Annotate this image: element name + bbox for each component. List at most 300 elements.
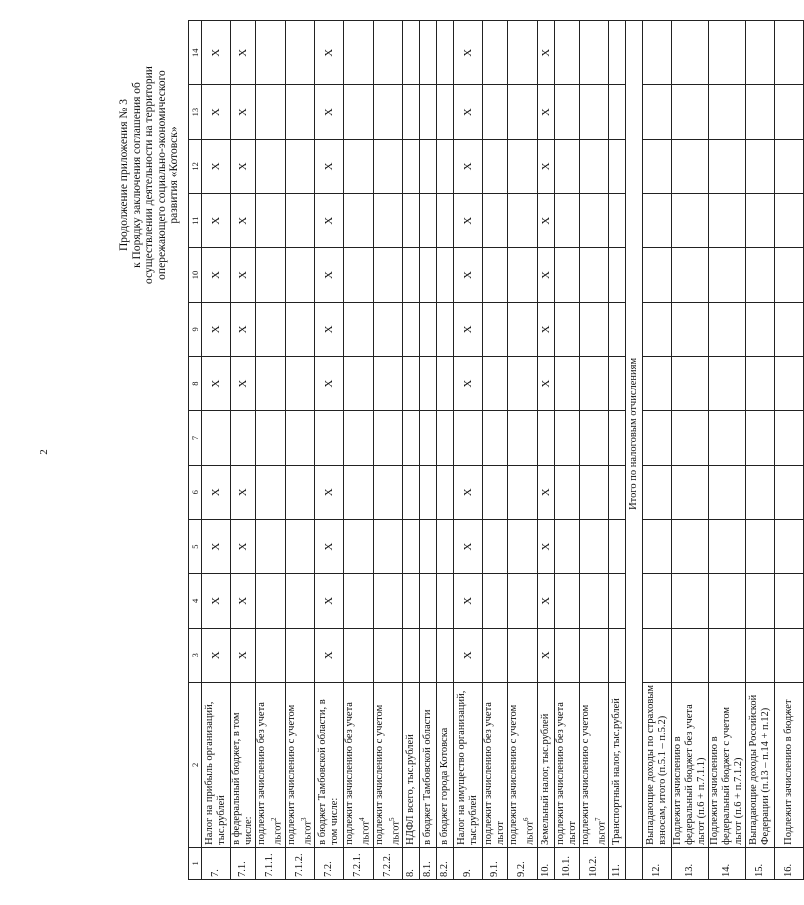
cell-mark bbox=[437, 302, 454, 356]
cell-mark bbox=[285, 248, 315, 302]
cell-mark bbox=[554, 628, 579, 682]
cell-mark bbox=[775, 302, 804, 356]
cell-mark: Х bbox=[315, 139, 344, 193]
row-number: 13. bbox=[672, 847, 709, 879]
cell-mark bbox=[344, 628, 374, 682]
row-number: 7.1. bbox=[231, 847, 256, 879]
table-row bbox=[373, 21, 403, 880]
cell-mark bbox=[554, 465, 579, 519]
cell-mark bbox=[579, 194, 609, 248]
cell-mark bbox=[373, 21, 403, 85]
cell-mark bbox=[746, 21, 775, 85]
row-name: в бюджет Тамбовской области bbox=[420, 682, 437, 847]
cell-mark bbox=[373, 519, 403, 573]
cell-mark bbox=[672, 628, 709, 682]
footnote-mark: 6 bbox=[522, 817, 530, 822]
footnote-mark: 7 bbox=[593, 817, 602, 822]
cell-mark bbox=[643, 411, 672, 465]
cell-mark bbox=[373, 248, 403, 302]
cell-mark: Х bbox=[454, 628, 483, 682]
cell-mark: Х bbox=[231, 21, 256, 85]
cell-mark bbox=[579, 628, 609, 682]
row-number: 7.1.1. bbox=[256, 847, 286, 879]
cell-mark bbox=[420, 85, 437, 139]
cell-mark bbox=[709, 574, 746, 628]
cell-mark bbox=[437, 85, 454, 139]
cell-mark bbox=[672, 139, 709, 193]
footnote-mark: 5 bbox=[387, 817, 396, 822]
cell-mark bbox=[285, 139, 315, 193]
cell-mark bbox=[256, 21, 286, 85]
cell-mark bbox=[554, 302, 579, 356]
column-number: 2 bbox=[189, 682, 202, 847]
section-label: Итого по налоговым отчислениям bbox=[626, 21, 643, 848]
table-row bbox=[508, 21, 538, 880]
cell-mark: Х bbox=[202, 248, 231, 302]
cell-mark bbox=[709, 411, 746, 465]
cell-mark bbox=[403, 85, 420, 139]
cell-mark bbox=[672, 465, 709, 519]
cell-mark bbox=[709, 248, 746, 302]
cell-mark bbox=[709, 21, 746, 85]
cell-mark: Х bbox=[454, 21, 483, 85]
cell-mark bbox=[344, 21, 374, 85]
cell-mark bbox=[403, 628, 420, 682]
cell-mark bbox=[373, 628, 403, 682]
cell-mark bbox=[256, 357, 286, 411]
cell-mark bbox=[256, 628, 286, 682]
table-row bbox=[437, 21, 454, 880]
section-row bbox=[626, 21, 643, 880]
cell-mark bbox=[483, 139, 508, 193]
cell-mark bbox=[508, 194, 538, 248]
cell-mark bbox=[709, 519, 746, 573]
cell-mark: Х bbox=[231, 519, 256, 573]
cell-mark bbox=[483, 302, 508, 356]
cell-mark bbox=[285, 194, 315, 248]
cell-mark bbox=[256, 411, 286, 465]
cell-mark bbox=[579, 574, 609, 628]
row-number: 7.1.2. bbox=[285, 847, 315, 879]
cell-mark bbox=[344, 357, 374, 411]
cell-mark bbox=[256, 519, 286, 573]
cell-mark: Х bbox=[202, 574, 231, 628]
cell-mark: Х bbox=[537, 574, 554, 628]
table-row bbox=[256, 21, 286, 880]
cell-mark bbox=[344, 302, 374, 356]
cell-mark bbox=[403, 465, 420, 519]
cell-mark bbox=[609, 21, 626, 85]
cell-mark bbox=[437, 628, 454, 682]
cell-mark bbox=[344, 248, 374, 302]
cell-mark bbox=[643, 628, 672, 682]
cell-mark: Х bbox=[202, 628, 231, 682]
cell-mark: Х bbox=[202, 465, 231, 519]
cell-mark bbox=[508, 628, 538, 682]
cell-mark bbox=[420, 519, 437, 573]
cell-mark bbox=[775, 194, 804, 248]
footnote-mark: 4 bbox=[358, 817, 366, 822]
row-name: подлежит зачислению с учетом льгот$^7$ bbox=[579, 682, 609, 847]
cell-mark: Х bbox=[202, 194, 231, 248]
cell-mark bbox=[344, 465, 374, 519]
cell-mark bbox=[554, 194, 579, 248]
cell-mark bbox=[256, 248, 286, 302]
row-number: 16. bbox=[775, 847, 804, 879]
cell-mark bbox=[403, 302, 420, 356]
cell-mark bbox=[775, 139, 804, 193]
cell-mark: Х bbox=[315, 21, 344, 85]
cell-mark: Х bbox=[315, 85, 344, 139]
cell-mark bbox=[672, 85, 709, 139]
cell-mark bbox=[579, 21, 609, 85]
cell-mark bbox=[709, 139, 746, 193]
cell-mark: Х bbox=[231, 139, 256, 193]
cell-mark bbox=[709, 465, 746, 519]
table-row bbox=[537, 21, 554, 880]
cell-mark bbox=[746, 85, 775, 139]
cell-mark bbox=[775, 21, 804, 85]
cell-mark bbox=[672, 519, 709, 573]
cell-mark bbox=[672, 357, 709, 411]
tax-table bbox=[188, 20, 804, 880]
cell-mark bbox=[508, 357, 538, 411]
cell-mark bbox=[373, 411, 403, 465]
cell-mark bbox=[483, 248, 508, 302]
cell-mark bbox=[403, 357, 420, 411]
cell-mark bbox=[285, 21, 315, 85]
table-row bbox=[775, 21, 804, 880]
cell-mark bbox=[775, 411, 804, 465]
row-name: в бюджет города Котовска bbox=[437, 682, 454, 847]
cell-mark bbox=[344, 519, 374, 573]
cell-mark bbox=[672, 411, 709, 465]
header-line: к Порядку заключения соглашения об bbox=[130, 82, 143, 268]
cell-mark: Х bbox=[537, 21, 554, 85]
cell-mark: Х bbox=[231, 194, 256, 248]
cell-mark bbox=[403, 21, 420, 85]
row-name: Налог на прибыль организаций, тыс.рублей bbox=[202, 682, 231, 847]
cell-mark bbox=[285, 519, 315, 573]
cell-mark bbox=[746, 574, 775, 628]
row-number: 10. bbox=[537, 847, 554, 879]
row-number: 8. bbox=[403, 847, 420, 879]
row-name: НДФЛ всего, тыс.рублей bbox=[403, 682, 420, 847]
cell-mark bbox=[420, 194, 437, 248]
cell-mark bbox=[437, 519, 454, 573]
cell-mark bbox=[746, 519, 775, 573]
cell-mark bbox=[508, 411, 538, 465]
cell-mark bbox=[554, 248, 579, 302]
cell-mark: Х bbox=[537, 194, 554, 248]
cell-mark: Х bbox=[454, 248, 483, 302]
row-number: 8.1. bbox=[420, 847, 437, 879]
cell-mark bbox=[202, 411, 231, 465]
row-name: Выпадающие доходы Российской Федерации (п.13 – п.14 + п.12) bbox=[746, 682, 775, 847]
row-number: 7. bbox=[202, 847, 231, 879]
row-name: подлежит зачислению с учетом льгот$^6$ bbox=[508, 682, 538, 847]
cell-mark bbox=[285, 357, 315, 411]
cell-mark bbox=[579, 465, 609, 519]
cell-mark bbox=[420, 574, 437, 628]
row-name: подлежит зачислению с учетом льгот$^3$ bbox=[285, 682, 315, 847]
cell-mark bbox=[579, 139, 609, 193]
cell-mark bbox=[609, 357, 626, 411]
cell-mark bbox=[420, 302, 437, 356]
cell-mark bbox=[709, 85, 746, 139]
cell-mark bbox=[420, 21, 437, 85]
cell-mark bbox=[285, 411, 315, 465]
cell-mark bbox=[672, 574, 709, 628]
row-name: в бюджет Тамбовской области, в том числе: bbox=[315, 682, 344, 847]
row-name: подлежит зачислению без учета льгот bbox=[483, 682, 508, 847]
cell-mark: Х bbox=[454, 85, 483, 139]
table-row bbox=[285, 21, 315, 880]
column-number: 12 bbox=[189, 139, 202, 193]
cell-mark bbox=[231, 411, 256, 465]
cell-mark bbox=[746, 194, 775, 248]
cell-mark: Х bbox=[315, 574, 344, 628]
cell-mark bbox=[483, 465, 508, 519]
cell-mark bbox=[643, 248, 672, 302]
cell-mark bbox=[437, 194, 454, 248]
cell-mark bbox=[579, 519, 609, 573]
cell-mark bbox=[285, 628, 315, 682]
column-number: 3 bbox=[189, 628, 202, 682]
cell-mark bbox=[508, 139, 538, 193]
header-line: развития «Котовск» bbox=[168, 126, 180, 224]
column-number: 8 bbox=[189, 357, 202, 411]
row-number: 7.2.1. bbox=[344, 847, 374, 879]
column-number: 1 bbox=[189, 847, 202, 879]
cell-mark: Х bbox=[231, 302, 256, 356]
table-row bbox=[344, 21, 374, 880]
cell-mark bbox=[256, 465, 286, 519]
table-row bbox=[643, 21, 672, 880]
cell-mark bbox=[420, 411, 437, 465]
column-number: 4 bbox=[189, 574, 202, 628]
cell-mark bbox=[746, 139, 775, 193]
cell-mark bbox=[285, 85, 315, 139]
row-number: 10.2. bbox=[579, 847, 609, 879]
cell-mark bbox=[709, 194, 746, 248]
cell-mark bbox=[643, 465, 672, 519]
cell-mark bbox=[609, 411, 626, 465]
cell-mark: Х bbox=[315, 519, 344, 573]
cell-mark bbox=[403, 194, 420, 248]
table-row bbox=[454, 21, 483, 880]
cell-mark bbox=[609, 574, 626, 628]
cell-mark bbox=[420, 357, 437, 411]
cell-mark bbox=[609, 248, 626, 302]
cell-mark bbox=[746, 628, 775, 682]
table-row bbox=[709, 21, 746, 880]
cell-mark bbox=[609, 139, 626, 193]
column-number: 13 bbox=[189, 85, 202, 139]
row-number: 12. bbox=[643, 847, 672, 879]
row-name: Выпадающие доходы по страховым взносам, итого (п.5.1 – п.5.2) bbox=[643, 682, 672, 847]
row-name: Подлежит зачислению в федеральный бюджет с учетом льгот (п.6 + п.7.1.2) bbox=[709, 682, 746, 847]
cell-mark: Х bbox=[537, 139, 554, 193]
row-number: 9.1. bbox=[483, 847, 508, 879]
cell-mark bbox=[554, 85, 579, 139]
cell-mark bbox=[483, 357, 508, 411]
cell-mark bbox=[483, 194, 508, 248]
cell-mark bbox=[344, 574, 374, 628]
cell-mark bbox=[508, 21, 538, 85]
cell-mark bbox=[554, 357, 579, 411]
cell-mark bbox=[672, 248, 709, 302]
cell-mark bbox=[420, 628, 437, 682]
cell-mark bbox=[403, 519, 420, 573]
cell-mark bbox=[554, 574, 579, 628]
row-number: 10.1. bbox=[554, 847, 579, 879]
cell-mark bbox=[508, 519, 538, 573]
cell-mark: Х bbox=[202, 85, 231, 139]
cell-mark bbox=[746, 248, 775, 302]
cell-mark bbox=[609, 519, 626, 573]
cell-mark bbox=[373, 139, 403, 193]
cell-mark: Х bbox=[231, 465, 256, 519]
cell-mark bbox=[643, 194, 672, 248]
cell-mark bbox=[373, 302, 403, 356]
cell-mark bbox=[483, 628, 508, 682]
row-name: Подлежит зачислению в федеральный бюджет без учета льгот (п.6 + п.7.1.1) bbox=[672, 682, 709, 847]
cell-mark bbox=[643, 139, 672, 193]
cell-mark: Х bbox=[315, 465, 344, 519]
rotated-landscape-page bbox=[118, 20, 794, 880]
cell-mark bbox=[775, 85, 804, 139]
cell-mark bbox=[609, 628, 626, 682]
cell-mark bbox=[643, 357, 672, 411]
cell-mark bbox=[373, 357, 403, 411]
cell-mark bbox=[483, 85, 508, 139]
cell-mark: Х bbox=[202, 139, 231, 193]
cell-mark bbox=[775, 519, 804, 573]
footnote-mark: 3 bbox=[299, 817, 308, 822]
cell-mark bbox=[609, 465, 626, 519]
cell-mark bbox=[554, 21, 579, 85]
cell-mark bbox=[746, 357, 775, 411]
table-row bbox=[579, 21, 609, 880]
cell-mark bbox=[373, 574, 403, 628]
cell-mark bbox=[344, 85, 374, 139]
cell-mark bbox=[373, 194, 403, 248]
cell-mark bbox=[403, 248, 420, 302]
cell-mark: Х bbox=[454, 302, 483, 356]
header-line: опережающего социально-экономического bbox=[155, 70, 168, 280]
cell-mark bbox=[709, 357, 746, 411]
row-number: 8.2. bbox=[437, 847, 454, 879]
cell-mark: Х bbox=[537, 248, 554, 302]
cell-mark bbox=[437, 357, 454, 411]
table-row bbox=[483, 21, 508, 880]
cell-mark: Х bbox=[231, 357, 256, 411]
cell-mark bbox=[537, 411, 554, 465]
row-name: Налог на имущество организаций, тыс.рублей bbox=[454, 682, 483, 847]
cell-mark: Х bbox=[454, 574, 483, 628]
cell-mark: Х bbox=[202, 21, 231, 85]
blank-cell bbox=[626, 847, 643, 879]
row-number: 9.2. bbox=[508, 847, 538, 879]
cell-mark: Х bbox=[454, 519, 483, 573]
cell-mark bbox=[483, 574, 508, 628]
page-number: 2 bbox=[38, 449, 50, 455]
cell-mark bbox=[508, 302, 538, 356]
cell-mark bbox=[746, 411, 775, 465]
table-row bbox=[403, 21, 420, 880]
cell-mark bbox=[437, 411, 454, 465]
table-row bbox=[231, 21, 256, 880]
row-number: 11. bbox=[609, 847, 626, 879]
cell-mark bbox=[373, 85, 403, 139]
cell-mark bbox=[437, 21, 454, 85]
cell-mark bbox=[344, 139, 374, 193]
cell-mark bbox=[579, 411, 609, 465]
cell-mark: Х bbox=[454, 139, 483, 193]
cell-mark bbox=[315, 411, 344, 465]
cell-mark bbox=[709, 302, 746, 356]
row-number: 7.2. bbox=[315, 847, 344, 879]
cell-mark: Х bbox=[537, 357, 554, 411]
appendix-header bbox=[118, 30, 181, 320]
cell-mark bbox=[373, 465, 403, 519]
cell-mark bbox=[609, 302, 626, 356]
row-number: 14. bbox=[709, 847, 746, 879]
column-number: 9 bbox=[189, 302, 202, 356]
cell-mark: Х bbox=[454, 465, 483, 519]
table-row bbox=[315, 21, 344, 880]
cell-mark bbox=[256, 302, 286, 356]
cell-mark: Х bbox=[537, 302, 554, 356]
cell-mark: Х bbox=[454, 194, 483, 248]
cell-mark: Х bbox=[231, 248, 256, 302]
row-name: в федеральный бюджет, в том числе: bbox=[231, 682, 256, 847]
row-name: Подлежит зачислению в бюджет bbox=[775, 682, 804, 847]
cell-mark bbox=[609, 194, 626, 248]
table-row bbox=[746, 21, 775, 880]
row-name: подлежит зачислению без учета льгот$^4$ bbox=[344, 682, 374, 847]
cell-mark bbox=[643, 85, 672, 139]
row-number: 9. bbox=[454, 847, 483, 879]
cell-mark bbox=[672, 194, 709, 248]
cell-mark bbox=[256, 574, 286, 628]
cell-mark: Х bbox=[202, 302, 231, 356]
table-row bbox=[609, 21, 626, 880]
cell-mark bbox=[437, 465, 454, 519]
cell-mark bbox=[403, 139, 420, 193]
cell-mark bbox=[344, 411, 374, 465]
cell-mark: Х bbox=[315, 248, 344, 302]
cell-mark bbox=[672, 21, 709, 85]
cell-mark bbox=[643, 574, 672, 628]
cell-mark: Х bbox=[537, 519, 554, 573]
cell-mark bbox=[256, 139, 286, 193]
cell-mark: Х bbox=[231, 628, 256, 682]
cell-mark: Х bbox=[231, 574, 256, 628]
column-number-row bbox=[189, 21, 202, 880]
cell-mark: Х bbox=[202, 519, 231, 573]
row-number: 15. bbox=[746, 847, 775, 879]
cell-mark bbox=[420, 248, 437, 302]
cell-mark bbox=[483, 21, 508, 85]
column-number: 7 bbox=[189, 411, 202, 465]
cell-mark bbox=[508, 465, 538, 519]
column-number: 10 bbox=[189, 248, 202, 302]
cell-mark bbox=[554, 139, 579, 193]
cell-mark bbox=[643, 302, 672, 356]
column-number: 6 bbox=[189, 465, 202, 519]
